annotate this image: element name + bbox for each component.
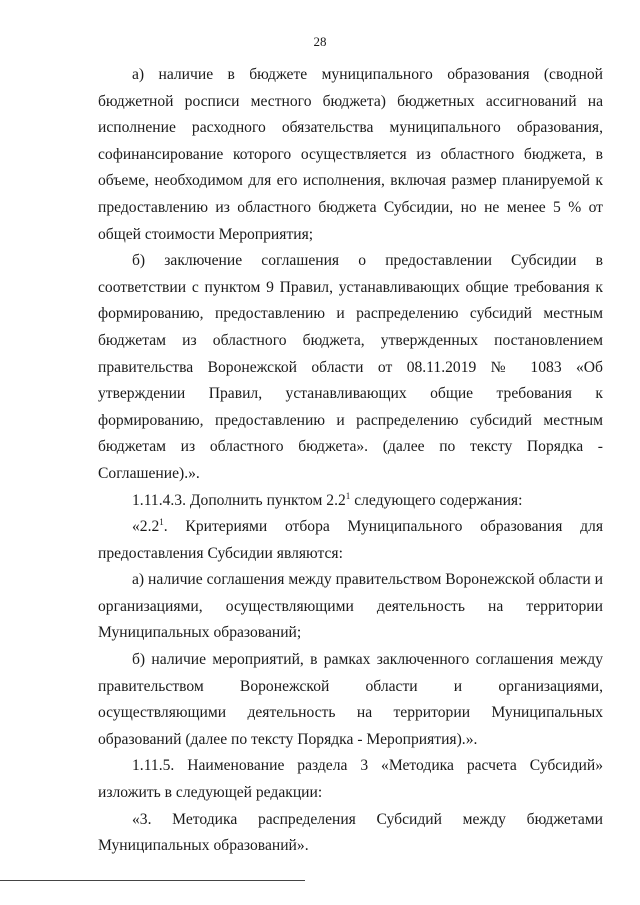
footer-divider [0, 880, 305, 881]
document-body [98, 62, 603, 860]
paragraph-amendment-1-11-5: 1.11.5. Наименование раздела 3 «Методика расчета Субсидий» изложить в следующей редакции: [98, 757, 603, 802]
page-number: 28 [313, 34, 327, 49]
paragraph-criterion-a: а) наличие соглашения между правительством Воронежской области и организациями, осуществляющими деятельность на территории Муниципальных образований; [98, 571, 603, 642]
criteria-text: . Критериями отбора Муниципального образования для предоставления Субсидии являются: [98, 518, 603, 562]
paragraph-amendment-1-11-4-3 [98, 488, 603, 515]
paragraph-subsidy-agreement: б) заключение соглашения о предоставлении Субсидии в соответствии с пунктом 9 Правил, устанавливающих общие требования к формированию, предоставлению и распределению субсидий местным бюджетам из областного бюджета, утвержденных постановлением правительства Воронежской области от 08.11.2019 № 1083 «Об утверждении Правил, устанавливающих общие требования к формированию, предоставлению и распределению субсидий местным бюджетам из областного бюджета». (далее по тексту Порядка - Соглашение).». [98, 252, 603, 482]
superscript: 1 [159, 516, 164, 527]
paragraph-selection-criteria [98, 514, 603, 567]
paragraph-section-3-title: «3. Методика распределения Субсидий между бюджетами Муниципальных образований». [98, 810, 603, 855]
paragraph-criterion-b: б) наличие мероприятий, в рамках заключенного соглашения между правительством Воронежской области и организациями, осуществляющими деятельность на территории Муниципальных образований (далее по тексту Порядка - Мероприятия).». [98, 651, 603, 748]
paragraph-budget-availability: а) наличие в бюджете муниципального образования (сводной бюджетной росписи местного бюджета) бюджетных ассигнований на исполнение расходного обязательства муниципального образования, софинансирование которого осуществляется из областного бюджета, в объеме, необходимом для его исполнения, включая размер планируемой к предоставлению из областного бюджета Субсидии, но не менее 5 % от общей стоимости Мероприятия; [98, 66, 603, 243]
amendment-text: 1.11.4.3. Дополнить пунктом 2.2 [132, 491, 346, 509]
superscript: 1 [345, 490, 351, 501]
amendment-text-tail: следующего содержания: [350, 491, 523, 509]
criteria-number: «2.2 [132, 518, 160, 536]
